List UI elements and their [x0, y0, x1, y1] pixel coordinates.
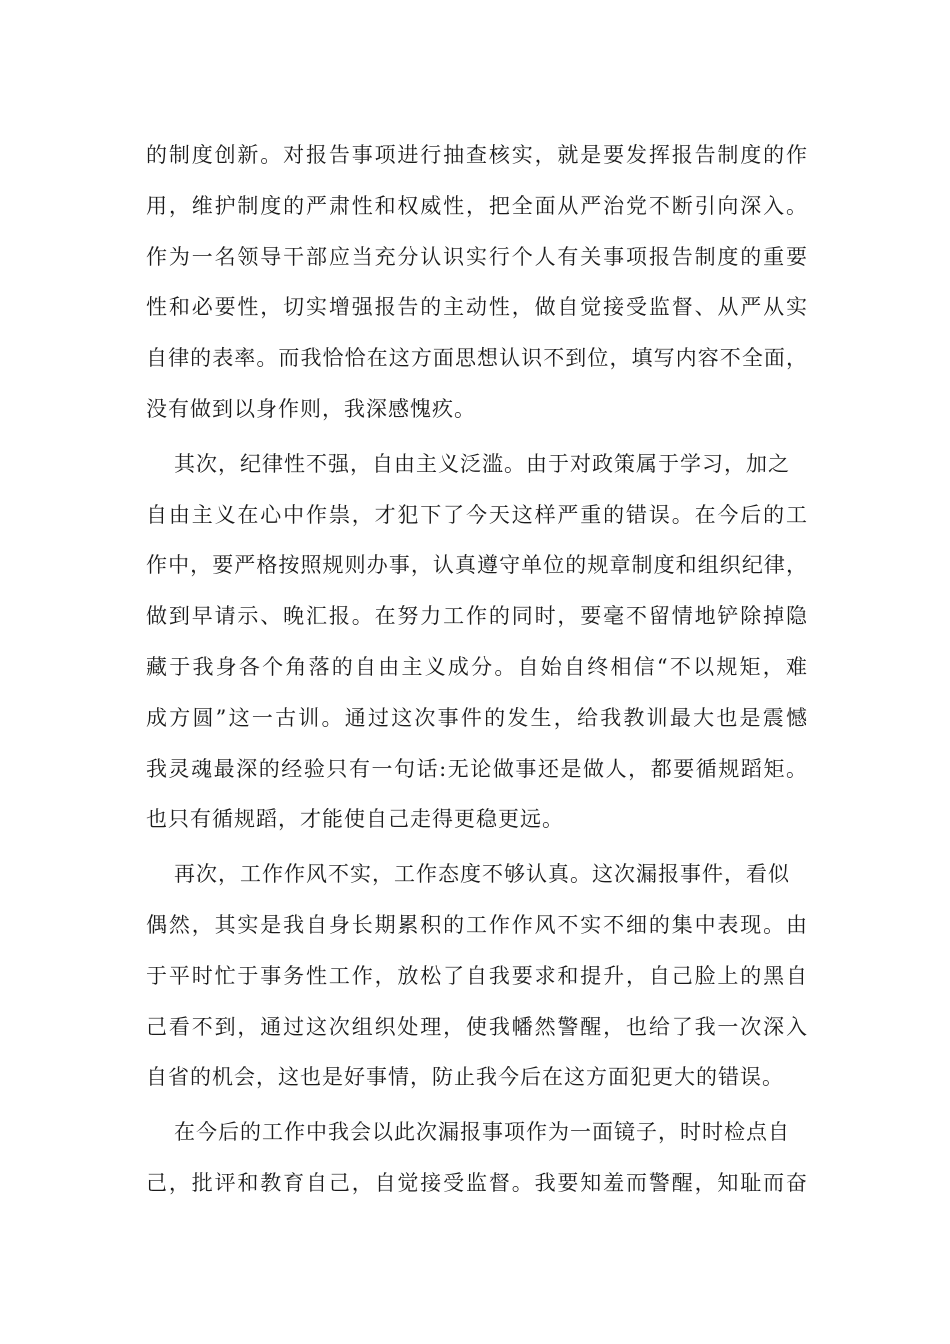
text-line: 其次，纪律性不强，自由主义泛滥。由于对政策属于学习，加之: [174, 451, 790, 476]
text-line: 自由主义在心中作祟，才犯下了今天这样严重的错误。在今后的工: [146, 502, 808, 527]
text-line: 用，维护制度的严肃性和权威性，把全面从严治党不断引向深入。: [146, 193, 808, 218]
text-line: 己，批评和教育自己，自觉接受监督。我要知羞而警醒，知耻而奋: [146, 1170, 808, 1195]
paragraph-1: [146, 130, 808, 435]
text-line: 作中，要严格按照规则办事，认真遵守单位的规章制度和组织纪律，: [146, 553, 808, 578]
paragraph-4: [146, 1107, 808, 1209]
text-line: 的制度创新。对报告事项进行抽查核实，就是要发挥报告制度的作: [146, 143, 808, 167]
text-line: 在今后的工作中我会以此次漏报事项作为一面镜子，时时检点自: [174, 1120, 790, 1145]
paragraph-2: [146, 439, 808, 845]
text-line: 藏于我身各个角落的自由主义成分。自始自终相信“不以规矩，难: [146, 654, 808, 679]
text-line: 性和必要性，切实增强报告的主动性，做自觉接受监督、从严从实: [146, 295, 808, 320]
text-line: 自省的机会，这也是好事情，防止我今后在这方面犯更大的错误。: [146, 1065, 784, 1090]
text-line: 也只有循规蹈，才能使自己走得更稳更远。: [146, 807, 564, 832]
text-line: 于平时忙于事务性工作，放松了自我要求和提升，自己脸上的黑自: [146, 963, 808, 988]
text-line: 偶然，其实是我自身长期累积的工作作风不实不细的集中表现。由: [146, 912, 808, 937]
paragraph-3: [146, 849, 808, 1103]
text-line: 己看不到，通过这次组织处理，使我幡然警醒，也给了我一次深入: [146, 1014, 808, 1039]
text-line: 没有做到以身作则，我深感愧疚。: [146, 396, 476, 421]
text-line: 做到早请示、晚汇报。在努力工作的同时，要毫不留情地铲除掉隐: [146, 604, 808, 629]
text-line: 我灵魂最深的经验只有一句话:无论做事还是做人，都要循规蹈矩。: [146, 756, 808, 781]
text-line: 成方圆”这一古训。通过这次事件的发生，给我教训最大也是震憾: [146, 705, 808, 730]
text-line: 自律的表率。而我恰恰在这方面思想认识不到位，填写内容不全面，: [146, 346, 808, 371]
text-line: 再次，工作作风不实，工作态度不够认真。这次漏报事件，看似: [174, 862, 790, 887]
text-line: 作为一名领导干部应当充分认识实行个人有关事项报告制度的重要: [146, 244, 808, 269]
document-body: [146, 130, 808, 1209]
